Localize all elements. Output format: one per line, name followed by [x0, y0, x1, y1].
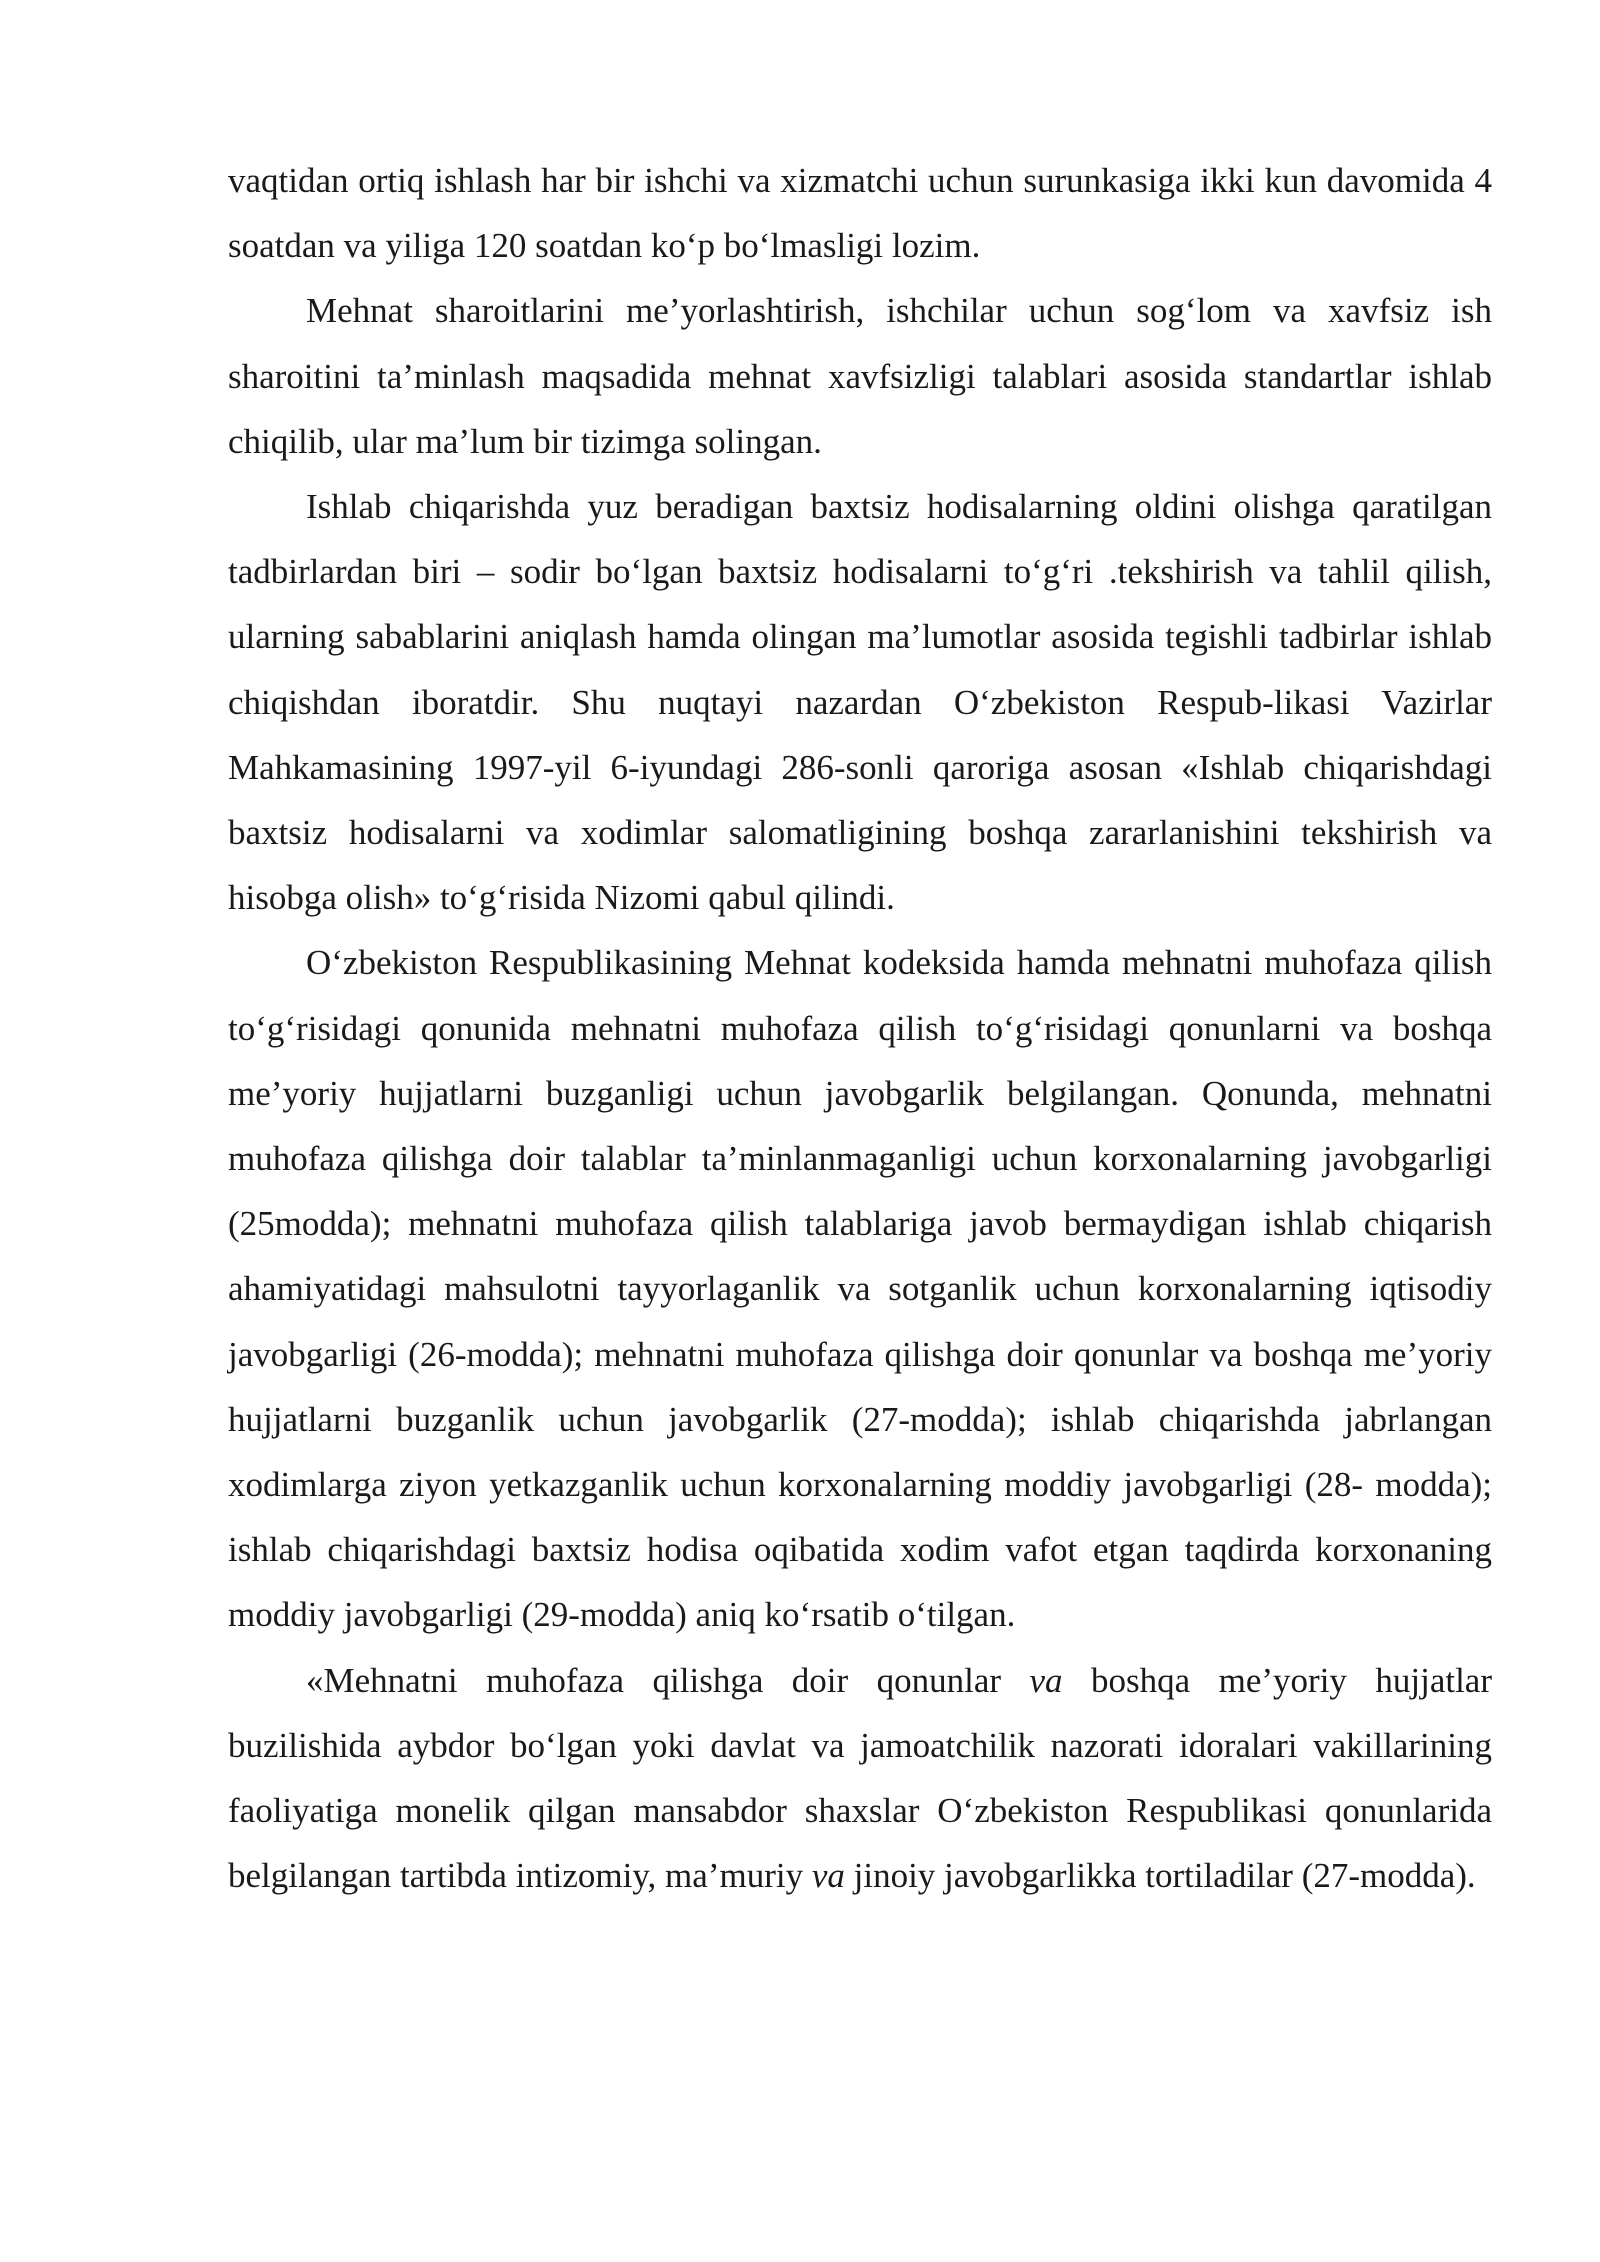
paragraph-text: jinoiy javobgarlikka tortiladilar (27-modda). [844, 1856, 1476, 1896]
paragraph-3 [228, 474, 1492, 930]
paragraph-5 [228, 1648, 1492, 1909]
italic-text: va [811, 1856, 845, 1896]
paragraph-1 [228, 148, 1492, 278]
paragraph-4 [228, 930, 1492, 1647]
paragraph-text: O‘zbekiston Respublikasining Mehnat kodeksida hamda mehnatni muhofaza qilish to‘g‘risidagi qonunida mehnatni muhofaza qilish to‘g‘risidagi qonunlarni va boshqa me’yoriy hujjatlarni buzganligi uchun javobgarlik belgilangan. Qonunda, mehnatni muhofaza qilishga doir talablar ta’minlanmaganligi uchun korxonalarning javobgarligi (25modda); mehnatni muhofaza qilish talablariga javob bermaydigan ishlab chiqarish ahamiyatidagi mahsulotni tayyorlaganlik va sotganlik uchun korxonalarning iqtisodiy javobgarligi (26-modda); mehnatni muhofaza qilishga doir qonunlar va boshqa me’yoriy hujjatlarni buzganlik uchun javobgarlik (27-modda); ishlab chiqarishda jabrlangan xodimlarga ziyon yetkazganlik uchun korxonalarning moddiy javobgarligi (28- modda); ishlab chiqarishdagi baxtsiz hodisa oqibatida xodim vafot etgan taqdirda korxonaning moddiy javobgarligi (29-modda) aniq ko‘rsatib o‘tilgan. [228, 943, 1492, 1635]
paragraph-text: «Mehnatni muhofaza qilishga doir qonunlar [306, 1660, 1030, 1700]
italic-text: va [1029, 1660, 1063, 1700]
paragraph-text: vaqtidan ortiq ishlash har bir ishchi va xizmatchi uchun surunkasiga ikki kun davomida 4 soatdan va yiliga 120 soatdan ko‘p bo‘lmasligi lozim. [228, 161, 1492, 266]
paragraph-text: boshqa me’yoriy hujjatlar buzilishida aybdor bo‘lgan yoki davlat va jamoatchilik nazorati idoralari vakillarining faoliyatiga monelik qilgan mansabdor shaxslar O‘zbekiston Respublikasi qonunlarida belgilangan tartibda intizomiy, ma’muriy [228, 1660, 1492, 1896]
document-body [228, 148, 1492, 1908]
paragraph-text: Ishlab chiqarishda yuz beradigan baxtsiz hodisalarning oldini olishga qaratilgan tadbirlardan biri – sodir bo‘lgan baxtsiz hodisalarni to‘g‘ri .tekshirish va tahlil qilish, ularning sabablarini aniqlash hamda olingan ma’lumotlar asosida tegishli tadbirlar ishlab chiqishdan iboratdir. Shu nuqtayi nazardan O‘zbekiston Respub-likasi Vazirlar Mahkamasining 1997-yil 6-iyundagi 286-sonli qaroriga asosan «Ishlab chiqarishdagi baxtsiz hodisalarni va xodimlar salomatligining boshqa zararlanishini tekshirish va hisobga olish» to‘g‘risida Nizomi qabul qilindi. [228, 487, 1492, 918]
paragraph-text: Mehnat sharoitlarini me’yorlashtirish, ishchilar uchun sog‘lom va xavfsiz ish sharoitini ta’minlash maqsadida mehnat xavfsizligi talablari asosida standartlar ishlab chiqilib, ular ma’lum bir tizimga solingan. [228, 291, 1492, 461]
paragraph-2 [228, 278, 1492, 474]
